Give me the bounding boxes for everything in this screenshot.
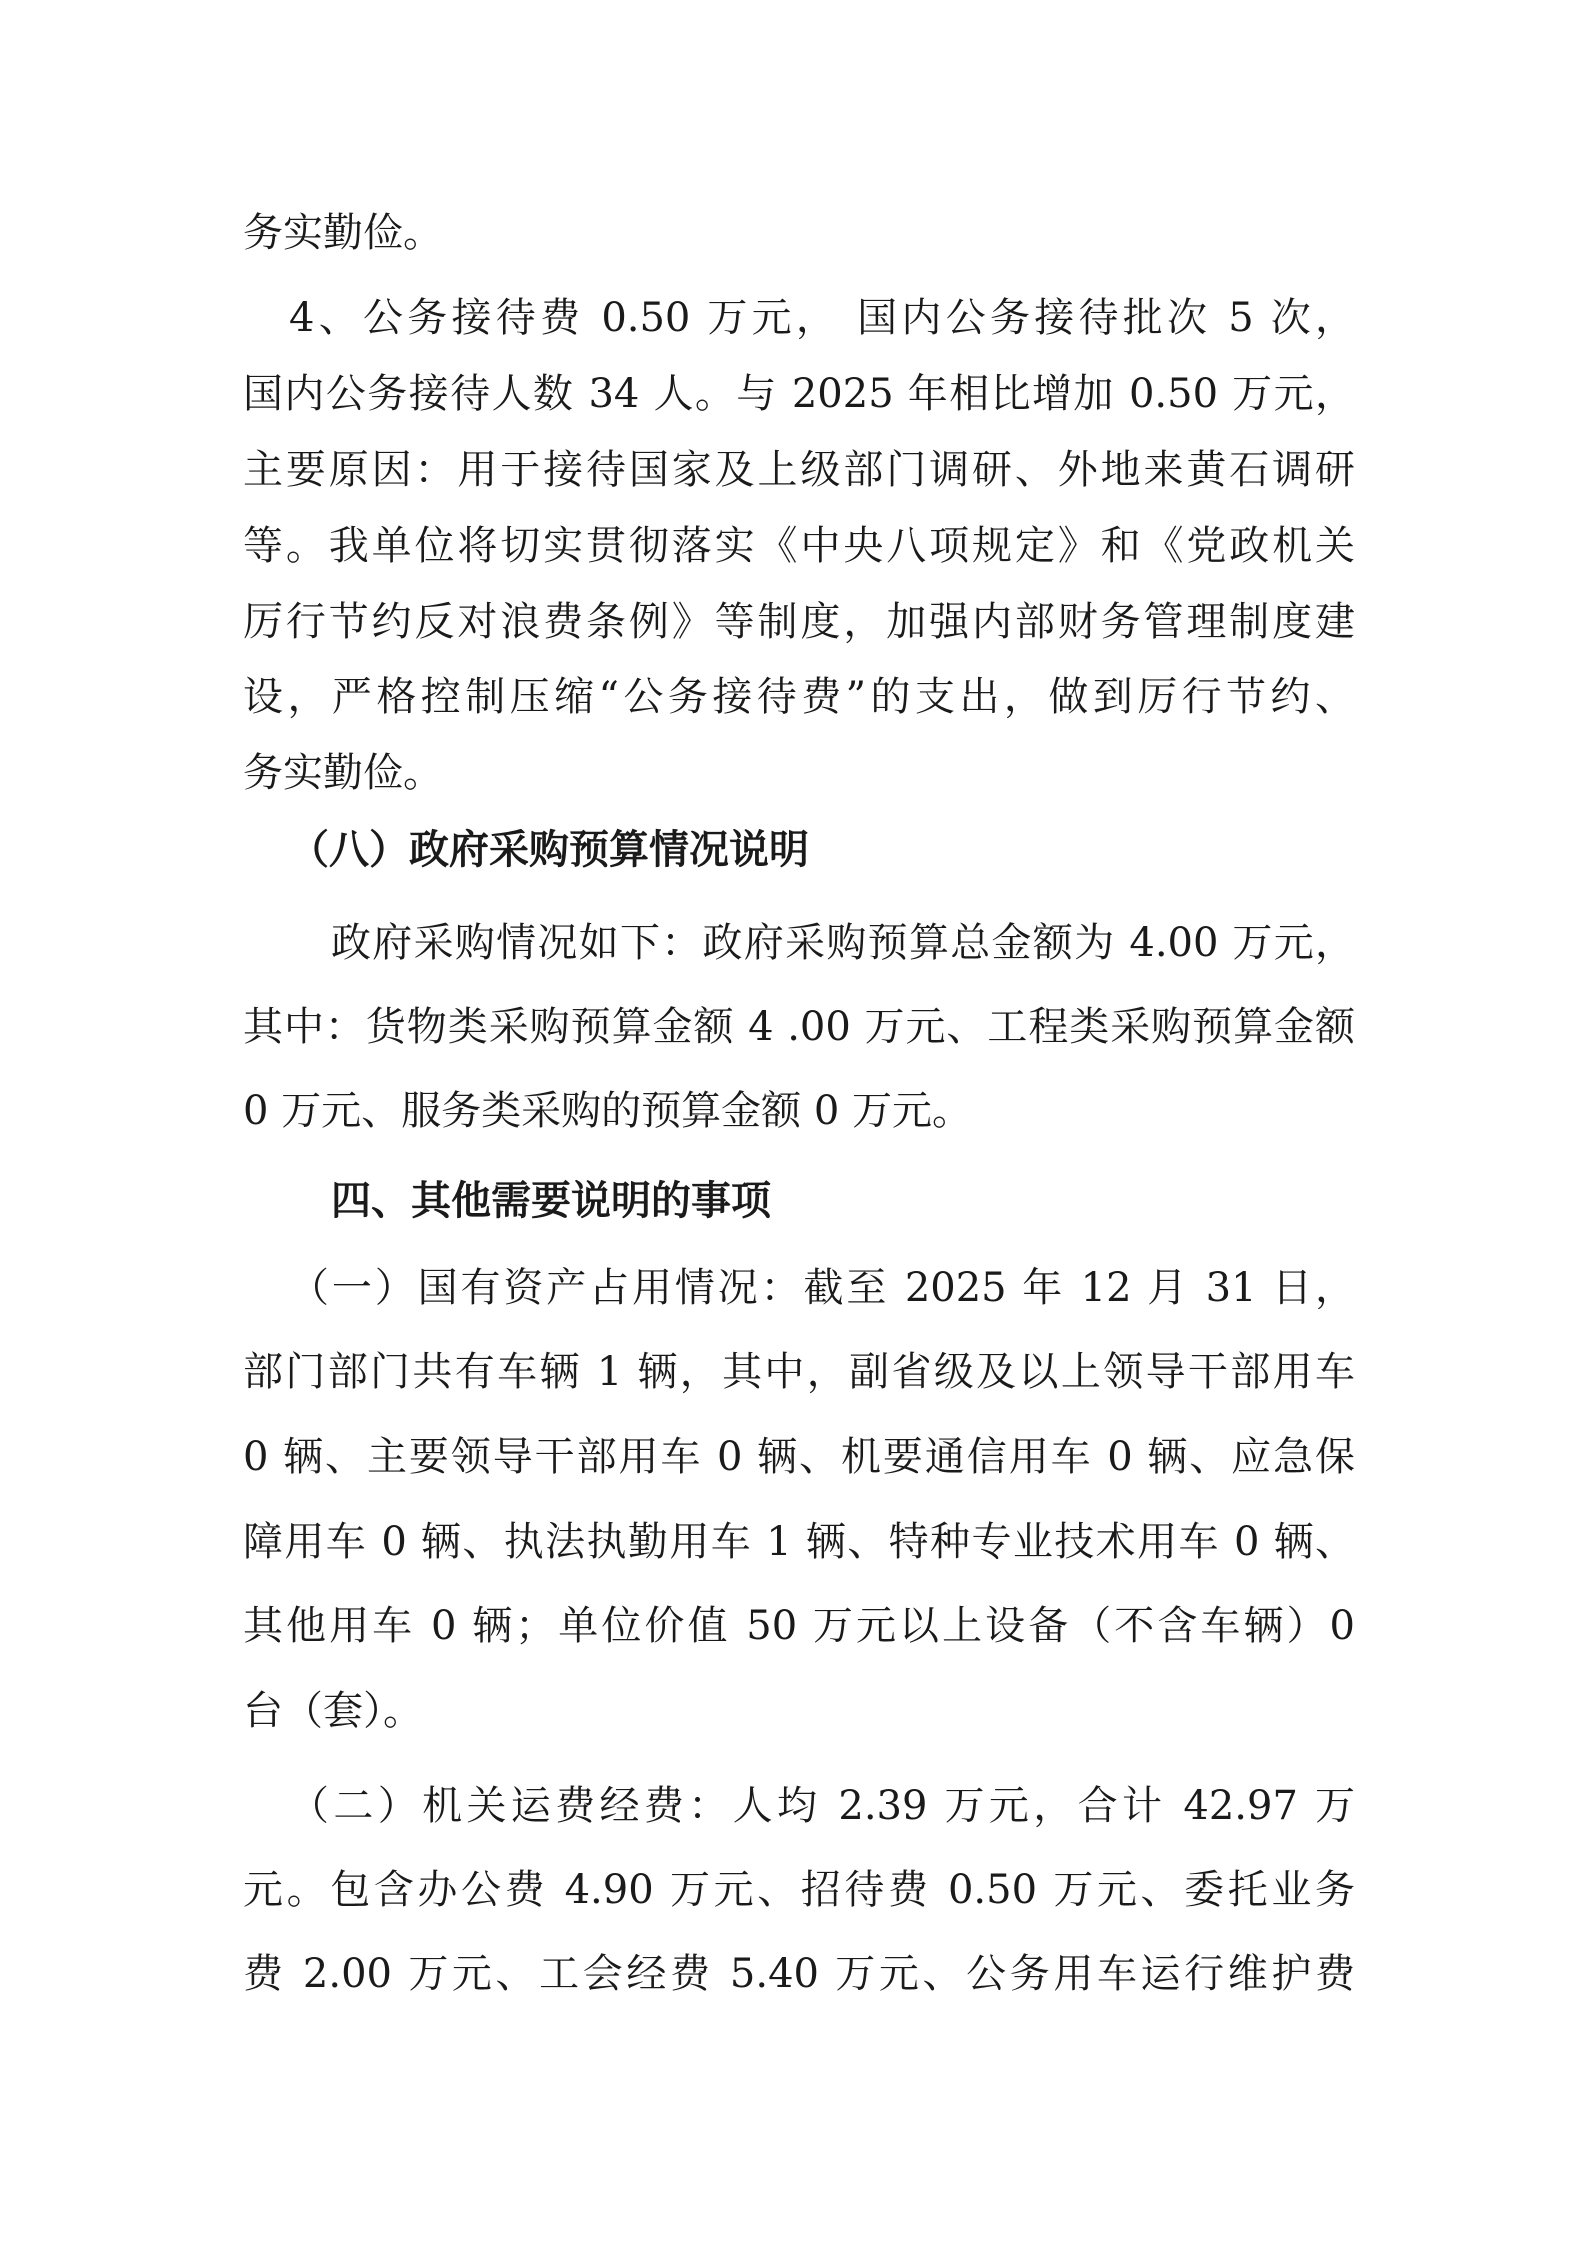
section-heading-other-matters: 四、其他需要说明的事项 xyxy=(331,1178,771,1224)
paragraph-line: 国内公务接待人数 34 人。与 2025 年相比增加 0.50 万元， xyxy=(243,371,1355,417)
paragraph-line: 台（套）。 xyxy=(243,1688,423,1734)
assets-line: （一）国有资产占用情况：截至 2025 年 12 月 31 日， xyxy=(289,1265,1355,1311)
paragraph-line: 务实勤俭。 xyxy=(243,750,443,796)
paragraph-line: 0 辆、主要领导干部用车 0 辆、机要通信用车 0 辆、应急保 xyxy=(243,1434,1355,1480)
reception-fee-line: 4、公务接待费 0.50 万元， 国内公务接待批次 5 次， xyxy=(289,295,1355,341)
paragraph-line: 主要原因：用于接待国家及上级部门调研、外地来黄石调研 xyxy=(243,447,1355,493)
section-heading-procurement: （八）政府采购预算情况说明 xyxy=(289,827,809,873)
paragraph-line: 厉行节约反对浪费条例》等制度，加强内部财务管理制度建 xyxy=(243,599,1355,645)
procurement-line: 政府采购情况如下：政府采购预算总金额为 4.00 万元， xyxy=(331,920,1355,966)
body-text xyxy=(243,0,1355,2245)
paragraph-line: 部门部门共有车辆 1 辆，其中，副省级及以上领导干部用车 xyxy=(243,1349,1355,1395)
paragraph-line: 务实勤俭。 xyxy=(243,210,443,256)
paragraph-line: 设，严格控制压缩“公务接待费”的支出，做到厉行节约、 xyxy=(243,674,1355,720)
paragraph-line: 障用车 0 辆、执法执勤用车 1 辆、特种专业技术用车 0 辆、 xyxy=(243,1519,1355,1565)
paragraph-line: 其他用车 0 辆；单位价值 50 万元以上设备（不含车辆）0 xyxy=(243,1603,1355,1649)
paragraph-line: 费 2.00 万元、工会经费 5.40 万元、公务用车运行维护费 xyxy=(243,1951,1355,1997)
paragraph-line: 0 万元、服务类采购的预算金额 0 万元。 xyxy=(243,1088,973,1134)
operating-expenses-line: （二）机关运费经费：人均 2.39 万元，合计 42.97 万 xyxy=(289,1783,1355,1829)
paragraph-line: 等。我单位将切实贯彻落实《中央八项规定》和《党政机关 xyxy=(243,523,1355,569)
paragraph-line: 元。包含办公费 4.90 万元、招待费 0.50 万元、委托业务 xyxy=(243,1867,1355,1913)
paragraph-line: 其中：货物类采购预算金额 4 .00 万元、工程类采购预算金额 xyxy=(243,1004,1355,1050)
